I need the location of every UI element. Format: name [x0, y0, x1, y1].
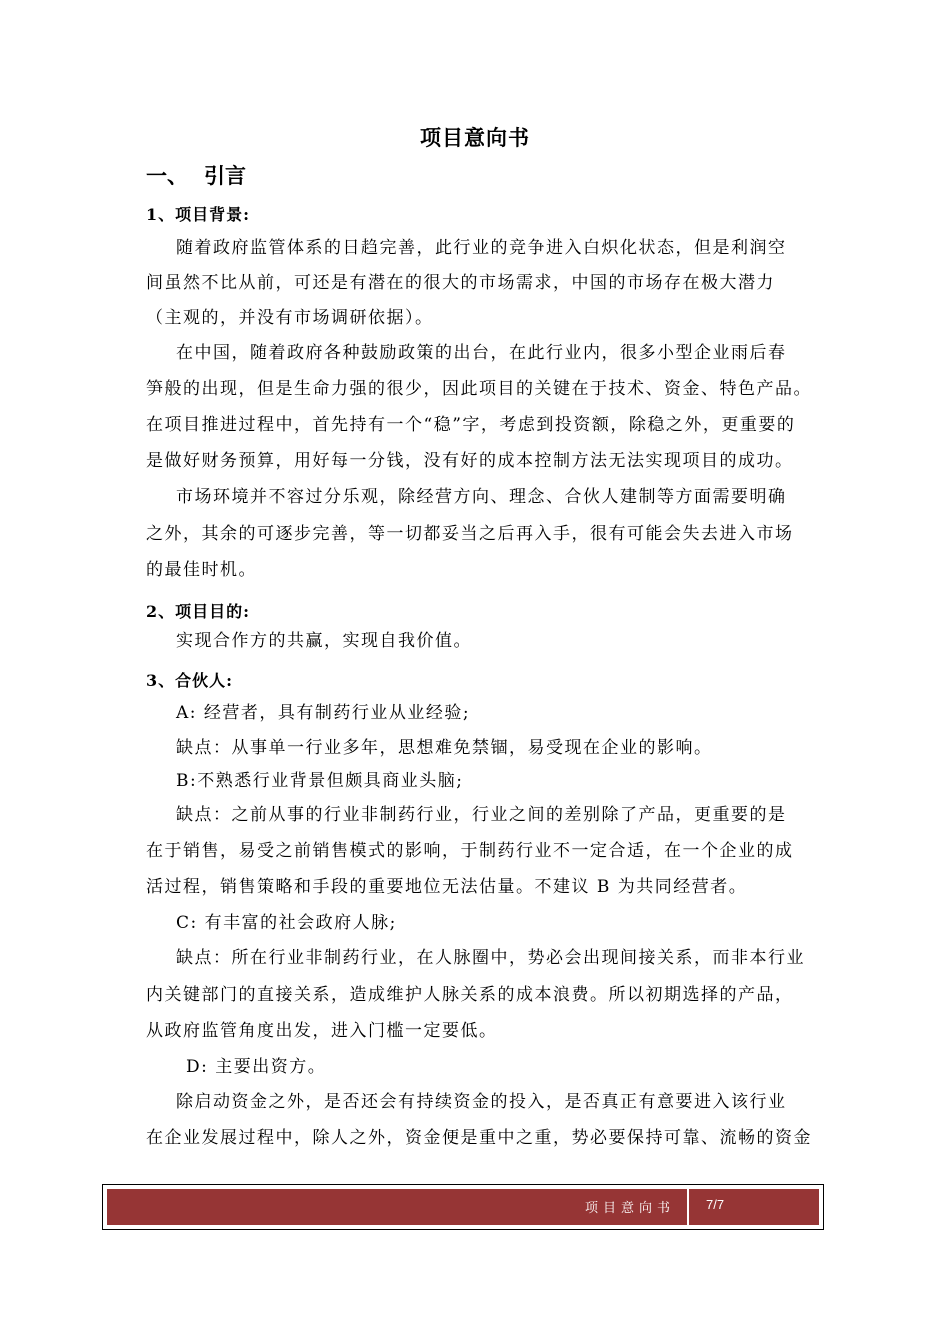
paragraph-line: 在于销售，易受之前销售模式的影响，于制药行业不一定合适，在一个企业的成 [146, 841, 794, 861]
paragraph-line: 是做好财务预算，用好每一分钱，没有好的成本控制方法无法实现项目的成功。 [146, 451, 794, 471]
subheading-background: 1、项目背景: [146, 205, 251, 224]
paragraph-line: 缺点：之前从事的行业非制药行业，行业之间的差别除了产品，更重要的是 [176, 805, 787, 825]
section-label: 引言 [204, 163, 246, 188]
paragraph-line: 实现合作方的共赢，实现自我价值。 [176, 631, 472, 651]
paragraph-line: 之外，其余的可逐步完善，等一切都妥当之后再入手，很有可能会失去进入市场 [146, 524, 794, 544]
paragraph-line: 在中国，随着政府各种鼓励政策的出台，在此行业内，很多小型企业雨后春 [176, 343, 787, 363]
paragraph-line: B:不熟悉行业背景但颇具商业头脑; [176, 771, 464, 791]
footer-divider [687, 1189, 689, 1225]
paragraph-line: A: 经营者，具有制药行业从业经验; [176, 703, 471, 723]
paragraph-line: D: 主要出资方。 [186, 1057, 327, 1077]
paragraph-line: 随着政府监管体系的日趋完善，此行业的竞争进入白炽化状态，但是利润空 [176, 238, 787, 258]
paragraph-line: 内关键部门的直接关系，造成维护人脉关系的成本浪费。所以初期选择的产品， [146, 985, 794, 1005]
paragraph-line: 笋般的出现，但是生命力强的很少，因此项目的关键在于技术、资金、特色产品。 [146, 379, 812, 399]
paragraph-line: 在项目推进过程中，首先持有一个“稳”字，考虑到投资额，除稳之外，更重要的 [146, 415, 796, 435]
paragraph-line: 从政府监管角度出发，进入门槛一定要低。 [146, 1021, 498, 1041]
section-heading-introduction [146, 160, 246, 190]
subheading-purpose: 2、项目目的: [146, 602, 251, 621]
paragraph-line: 在企业发展过程中，除人之外，资金便是重中之重，势必要保持可靠、流畅的资金 [146, 1128, 812, 1148]
paragraph-line: 活过程，销售策略和手段的重要地位无法估量。不建议 B 为共同经营者。 [146, 877, 748, 897]
section-number: 一、 [146, 163, 188, 188]
footer-page-number: 7/7 [706, 1197, 725, 1212]
document-title: 项目意向书 [420, 125, 530, 150]
paragraph-line: 除启动资金之外，是否还会有持续资金的投入，是否真正有意要进入该行业 [176, 1092, 787, 1112]
paragraph-line: 缺点：从事单一行业多年，思想难免禁锢，易受现在企业的影响。 [176, 738, 713, 758]
paragraph-line: 缺点：所在行业非制药行业，在人脉圈中，势必会出现间接关系，而非本行业 [176, 948, 805, 968]
paragraph-line: （主观的，并没有市场调研依据）。 [146, 308, 434, 328]
footer-document-label: 项目意向书 [585, 1201, 676, 1216]
subheading-partners: 3、合伙人: [146, 671, 234, 690]
paragraph-line: 的最佳时机。 [146, 560, 257, 580]
paragraph-line: C: 有丰富的社会政府人脉; [176, 913, 397, 933]
paragraph-line: 市场环境并不容过分乐观，除经营方向、理念、合伙人建制等方面需要明确 [176, 487, 787, 507]
paragraph-line: 间虽然不比从前，可还是有潜在的很大的市场需求，中国的市场存在极大潜力 [146, 273, 775, 293]
